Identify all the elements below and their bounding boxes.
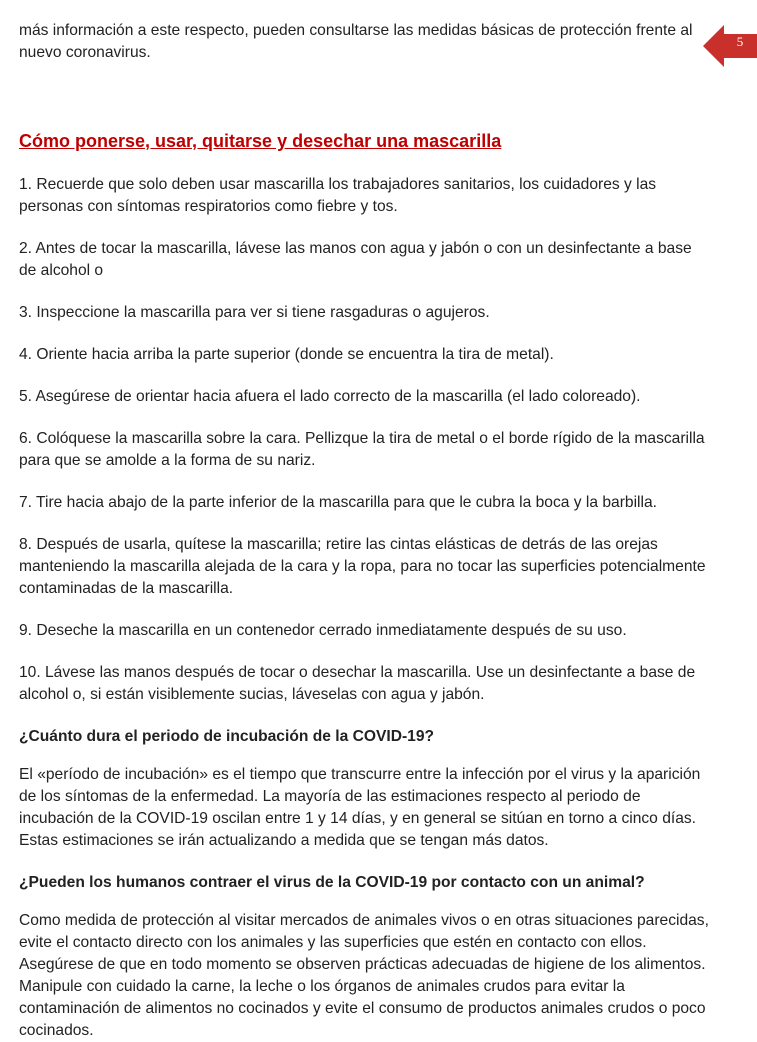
intro-paragraph: más información a este respecto, pueden consultarse las medidas básicas de protección frente al nuevo coronavirus. — [19, 22, 693, 61]
mask-steps-list — [19, 174, 709, 706]
step-item: 10. Lávese las manos después de tocar o desechar la mascarilla. Use un desinfectante a base de alcohol o, si están visiblemente sucias, láveselas con agua y jabón. — [19, 664, 696, 703]
page-number-marker — [703, 25, 757, 67]
step-item: 8. Después de usarla, quítese la mascarilla; retire las cintas elásticas de detrás de las orejas manteniendo la mascarilla alejada de la cara y la ropa, para no tocar las superficies potencialmente contaminadas de la mascarilla. — [19, 536, 706, 597]
document-body — [19, 20, 709, 1042]
step-item: 3. Inspeccione la mascarilla para ver si tiene rasgaduras o agujeros. — [19, 304, 490, 321]
step-item: 5. Asegúrese de orientar hacia afuera el lado correcto de la mascarilla (el lado coloreado). — [19, 388, 641, 405]
step-item: 9. Deseche la mascarilla en un contenedor cerrado inmediatamente después de su uso. — [19, 622, 627, 639]
faq-answer-animals: Como medida de protección al visitar mercados de animales vivos o en otras situaciones parecidas, evite el contacto directo con los animales y las superficies que estén en contacto con ellos. Asegúrese de que en todo momento se observen prácticas adecuadas de higiene de los alimentos. Manipule con cuidado la carne, la leche o los órganos de animales crudos para evitar la contaminación de alimentos no cocinados y evite el consumo de productos animales crudos o poco cocinados. — [19, 912, 709, 1039]
step-item: 4. Oriente hacia arriba la parte superior (donde se encuentra la tira de metal). — [19, 346, 554, 363]
faq-question-animals: ¿Pueden los humanos contraer el virus de la COVID-19 por contacto con un animal? — [19, 874, 645, 891]
faq-question-incubation: ¿Cuánto dura el periodo de incubación de la COVID-19? — [19, 728, 435, 745]
faq-answer-incubation: El «período de incubación» es el tiempo que transcurre entre la infección por el virus y la aparición de los síntomas de la enfermedad. La mayoría de las estimaciones respecto al periodo de incubación de la COVID-19 oscilan entre 1 y 14 días, y en general se sitúan en torno a cinco días. Estas estimaciones se irán actualizando a medida que se tengan más datos. — [19, 766, 701, 849]
page-number: 5 — [736, 34, 744, 49]
step-item: 1. Recuerde que solo deben usar mascarilla los trabajadores sanitarios, los cuidadores y las personas con síntomas respiratorios como fiebre y tos. — [19, 176, 657, 215]
section-heading: Cómo ponerse, usar, quitarse y desechar una mascarilla — [19, 131, 502, 151]
step-item: 7. Tire hacia abajo de la parte inferior de la mascarilla para que le cubra la boca y la barbilla. — [19, 494, 657, 511]
step-item: 2. Antes de tocar la mascarilla, lávese las manos con agua y jabón o con un desinfectante a base de alcohol o — [19, 240, 692, 279]
step-item: 6. Colóquese la mascarilla sobre la cara. Pellizque la tira de metal o el borde rígido de la mascarilla para que se amolde a la forma de su nariz. — [19, 430, 705, 469]
